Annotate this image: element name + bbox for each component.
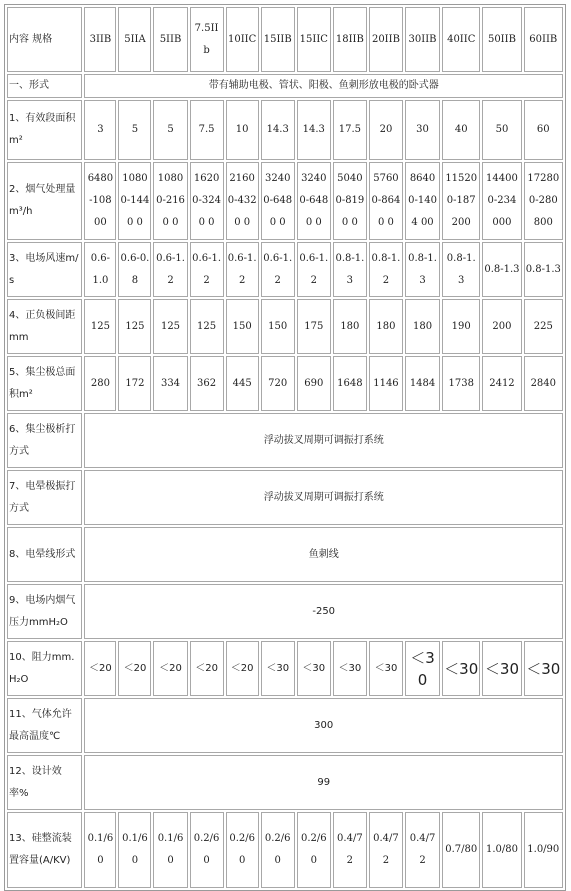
cell: 0.4/72 — [369, 812, 403, 888]
row-label: 2、烟气处理量m³/h — [7, 162, 82, 240]
cell: ＜20 — [118, 641, 151, 696]
cell: 0.7/80 — [442, 812, 480, 888]
cell: 1738 — [442, 356, 480, 411]
cell: 0.8-1.3 — [442, 242, 480, 297]
cell: 5 — [118, 100, 151, 160]
col-header: 3IIB — [84, 7, 116, 72]
row-label: 6、集尘极析打方式 — [7, 413, 82, 468]
cell: 3 — [84, 100, 116, 160]
cell: 16200-3240 0 — [190, 162, 224, 240]
header-row — [7, 7, 563, 72]
cell: 0.6-1.2 — [297, 242, 331, 297]
cell: 14.3 — [261, 100, 295, 160]
row-label: 1、有效段面积m² — [7, 100, 82, 160]
cell: 0.6-1.0 — [84, 242, 116, 297]
cell: 0.2/60 — [226, 812, 259, 888]
cell: 30 — [405, 100, 440, 160]
cell: 0.1/60 — [153, 812, 187, 888]
row-label: 5、集尘极总面积m² — [7, 356, 82, 411]
table-row — [7, 162, 563, 240]
col-header: 7.5IIb — [190, 7, 224, 72]
cell: 2412 — [482, 356, 521, 411]
row-label: 9、电场内烟气压力mmH₂O — [7, 584, 82, 639]
table-row — [7, 812, 563, 888]
col-header: 15IIB — [261, 7, 295, 72]
col-header: 30IIB — [405, 7, 440, 72]
cell: 32400-6480 0 — [261, 162, 295, 240]
cell: ＜30 — [405, 641, 440, 696]
cell: 6480-10800 — [84, 162, 116, 240]
col-header: 60IIB — [524, 7, 563, 72]
cell: 1484 — [405, 356, 440, 411]
cell: 125 — [84, 299, 116, 354]
cell: 50 — [482, 100, 521, 160]
merged-value: 300 — [84, 698, 563, 753]
cell: 125 — [190, 299, 224, 354]
cell: 32400-6480 0 — [297, 162, 331, 240]
merged-value: 浮动拔叉周期可调振打系统 — [84, 470, 563, 525]
cell: ＜30 — [297, 641, 331, 696]
cell: 125 — [118, 299, 151, 354]
cell: 0.4/72 — [333, 812, 367, 888]
row-label: 7、电晕极振打方式 — [7, 470, 82, 525]
row-label: 3、电场风速m/s — [7, 242, 82, 297]
cell: 125 — [153, 299, 187, 354]
cell: 10 — [226, 100, 259, 160]
table-row — [7, 74, 563, 98]
cell: 334 — [153, 356, 187, 411]
row-label: 11、气体允许最高温度℃ — [7, 698, 82, 753]
row-label: 8、电晕线形式 — [7, 527, 82, 582]
cell: ＜20 — [190, 641, 224, 696]
merged-value: 99 — [84, 755, 563, 810]
cell: 57600-8640 0 — [369, 162, 403, 240]
cell: 2840 — [524, 356, 563, 411]
cell: 150 — [261, 299, 295, 354]
cell: 0.2/60 — [297, 812, 331, 888]
row-label: 4、正负极间距mm — [7, 299, 82, 354]
col-header: 5IIA — [118, 7, 151, 72]
cell: 17280 0-280 800 — [524, 162, 563, 240]
cell: 175 — [297, 299, 331, 354]
cell: 0.2/60 — [261, 812, 295, 888]
cell: 225 — [524, 299, 563, 354]
cell: 200 — [482, 299, 521, 354]
col-header: 18IIB — [333, 7, 367, 72]
table-row — [7, 100, 563, 160]
cell: ＜30 — [524, 641, 563, 696]
cell: ＜30 — [261, 641, 295, 696]
cell: 0.8-1.2 — [369, 242, 403, 297]
cell: 20 — [369, 100, 403, 160]
table-row — [7, 242, 563, 297]
merged-value: 带有辅助电极、管状、阳极、鱼刺形放电极的卧式器 — [84, 74, 563, 98]
col-header: 10IIC — [226, 7, 259, 72]
cell: 0.6-1.2 — [153, 242, 187, 297]
cell: 1146 — [369, 356, 403, 411]
cell: 280 — [84, 356, 116, 411]
cell: 60 — [524, 100, 563, 160]
cell: 150 — [226, 299, 259, 354]
cell: 180 — [369, 299, 403, 354]
cell: 50400-8190 0 — [333, 162, 367, 240]
cell: 0.8-1.3 — [405, 242, 440, 297]
table-row — [7, 527, 563, 582]
cell: ＜20 — [226, 641, 259, 696]
cell: ＜30 — [442, 641, 480, 696]
col-header: 50IIB — [482, 7, 521, 72]
cell: 0.6-1.2 — [226, 242, 259, 297]
row-label: 10、阻力mm.H₂O — [7, 641, 82, 696]
table-row — [7, 584, 563, 639]
cell: 86400-1404 00 — [405, 162, 440, 240]
col-header: 20IIB — [369, 7, 403, 72]
cell: 1648 — [333, 356, 367, 411]
merged-value: 浮动拔叉周期可调振打系统 — [84, 413, 563, 468]
merged-value: -250 — [84, 584, 563, 639]
table-row — [7, 413, 563, 468]
cell: ＜20 — [84, 641, 116, 696]
cell: ＜30 — [369, 641, 403, 696]
table-row — [7, 755, 563, 810]
row-label: 13、硅整流装置容量(A/KV) — [7, 812, 82, 888]
cell: 180 — [405, 299, 440, 354]
cell: 0.1/60 — [84, 812, 116, 888]
table-row — [7, 299, 563, 354]
cell: 190 — [442, 299, 480, 354]
table-row — [7, 641, 563, 696]
header-label: 内容 规格 — [7, 7, 82, 72]
cell: 10800-1440 0 — [118, 162, 151, 240]
cell: 14.3 — [297, 100, 331, 160]
cell: 14400 0-234 000 — [482, 162, 521, 240]
merged-value: 鱼刺线 — [84, 527, 563, 582]
cell: 10800-2160 0 — [153, 162, 187, 240]
cell: 5 — [153, 100, 187, 160]
cell: 40 — [442, 100, 480, 160]
row-label: 12、设计效率% — [7, 755, 82, 810]
cell: 1.0/90 — [524, 812, 563, 888]
cell: ＜30 — [333, 641, 367, 696]
cell: 0.6-1.2 — [261, 242, 295, 297]
cell: ＜30 — [482, 641, 521, 696]
cell: 720 — [261, 356, 295, 411]
cell: 445 — [226, 356, 259, 411]
cell: 0.4/72 — [405, 812, 440, 888]
cell: 362 — [190, 356, 224, 411]
cell: 0.8-1.3 — [333, 242, 367, 297]
cell: 180 — [333, 299, 367, 354]
cell: 1.0/80 — [482, 812, 521, 888]
table-row — [7, 470, 563, 525]
row-label: 一、形式 — [7, 74, 82, 98]
col-header: 5IIB — [153, 7, 187, 72]
cell: 0.1/60 — [118, 812, 151, 888]
cell: 690 — [297, 356, 331, 411]
cell: 0.2/60 — [190, 812, 224, 888]
cell: 7.5 — [190, 100, 224, 160]
cell: 11520 0-187 200 — [442, 162, 480, 240]
cell: 0.6-1.2 — [190, 242, 224, 297]
table-row — [7, 356, 563, 411]
cell: 17.5 — [333, 100, 367, 160]
cell: 0.6-0.8 — [118, 242, 151, 297]
cell: 21600-4320 0 — [226, 162, 259, 240]
cell: 0.8-1.3 — [524, 242, 563, 297]
cell: ＜20 — [153, 641, 187, 696]
col-header: 15IIC — [297, 7, 331, 72]
table-row — [7, 698, 563, 753]
spec-table — [4, 4, 566, 891]
cell: 172 — [118, 356, 151, 411]
cell: 0.8-1.3 — [482, 242, 521, 297]
col-header: 40IIC — [442, 7, 480, 72]
table-body — [7, 7, 563, 888]
